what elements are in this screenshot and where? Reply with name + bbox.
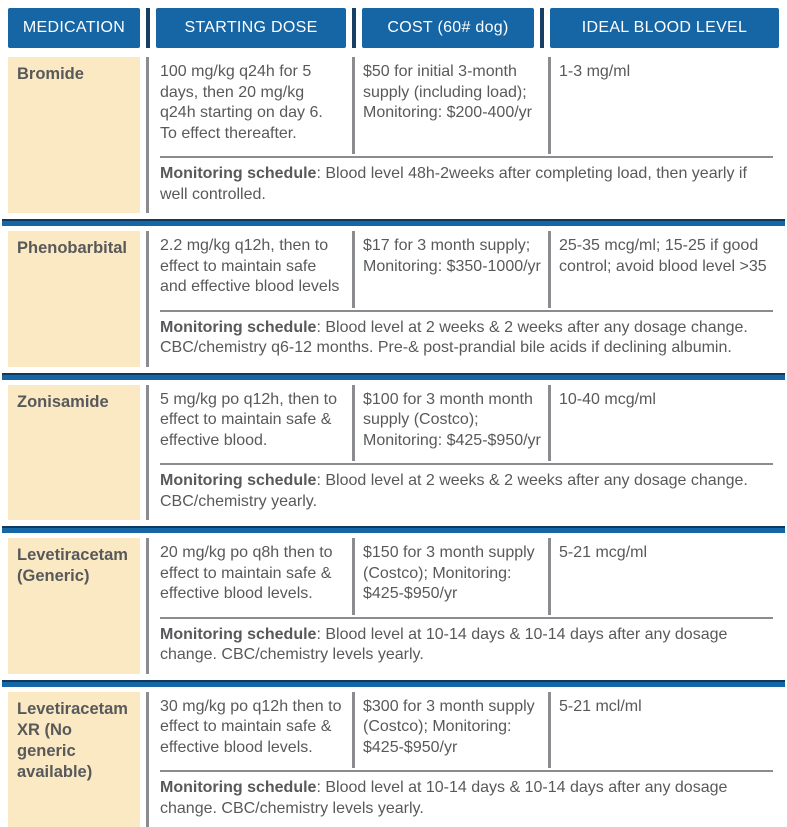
monitoring-schedule [149, 312, 787, 367]
ideal-blood-level-cell: 1-3 mg/ml [548, 57, 787, 154]
row-content [146, 538, 787, 674]
row-separator-bar [2, 680, 785, 687]
row-separator-bar [2, 219, 785, 226]
medication-cell: Levetiracetam (Generic) [8, 538, 140, 674]
medication-cell: Phenobarbital [8, 231, 140, 367]
medication-table [0, 8, 787, 827]
row-separator-bar [2, 373, 785, 380]
table-row [0, 680, 787, 827]
medication-cell: Bromide [8, 57, 140, 213]
header-divider [540, 8, 544, 48]
row-content [146, 57, 787, 213]
cost-cell: $50 for initial 3-month supply (including load); Monitoring: $200-400/yr [352, 57, 548, 154]
header-starting-dose: STARTING DOSE [156, 8, 346, 48]
row-separator-bar [2, 526, 785, 533]
starting-dose-cell: 20 mg/kg po q8h then to effect to maintain safe & effective blood levels. [149, 538, 352, 615]
table-row [0, 526, 787, 674]
monitoring-schedule-label: Monitoring schedule [160, 472, 316, 489]
starting-dose-cell: 30 mg/kg po q12h then to effect to maintain safe & effective blood levels. [149, 692, 352, 769]
starting-dose-cell: 2.2 mg/kg q12h, then to effect to maintain safe and effective blood levels [149, 231, 352, 308]
header-divider [352, 8, 356, 48]
monitoring-schedule-text: : Blood level at 10-14 days & 10-14 days after any dosage change. CBC/chemistry levels yearly. [160, 626, 727, 664]
medication-cell: Levetiracetam XR (No generic available) [8, 692, 140, 827]
row-content [146, 231, 787, 367]
cost-cell: $300 for 3 month supply (Costco); Monitoring: $425-$950/yr [352, 692, 548, 769]
header-medication: MEDICATION [8, 8, 140, 48]
monitoring-schedule-text: : Blood level at 2 weeks & 2 weeks after any dosage change. CBC/chemistry yearly. [160, 472, 748, 510]
table-body [0, 57, 787, 827]
monitoring-schedule [149, 772, 787, 827]
header-divider [146, 8, 150, 48]
monitoring-schedule [149, 158, 787, 213]
ideal-blood-level-cell: 10-40 mcg/ml [548, 385, 787, 462]
ideal-blood-level-cell: 25-35 mcg/ml; 15-25 if good control; avoid blood level >35 [548, 231, 787, 308]
starting-dose-cell: 100 mg/kg q24h for 5 days, then 20 mg/kg q24h starting on day 6. To effect thereafter. [149, 57, 352, 154]
monitoring-schedule [149, 619, 787, 674]
ideal-blood-level-cell: 5-21 mcg/ml [548, 538, 787, 615]
monitoring-schedule-label: Monitoring schedule [160, 779, 316, 796]
starting-dose-cell: 5 mg/kg po q12h, then to effect to maintain safe & effective blood. [149, 385, 352, 462]
header-ideal-blood-level: IDEAL BLOOD LEVEL [550, 8, 779, 48]
table-header-row [8, 8, 779, 48]
monitoring-schedule-text: : Blood level at 10-14 days & 10-14 days after any dosage change. CBC/chemistry levels yearly. [160, 779, 727, 817]
row-content [146, 385, 787, 521]
cost-cell: $100 for 3 month month supply (Costco); Monitoring: $425-$950/yr [352, 385, 548, 462]
medication-cell: Zonisamide [8, 385, 140, 521]
monitoring-schedule-label: Monitoring schedule [160, 626, 316, 643]
cost-cell: $150 for 3 month supply (Costco); Monitoring: $425-$950/yr [352, 538, 548, 615]
ideal-blood-level-cell: 5-21 mcl/ml [548, 692, 787, 769]
monitoring-schedule-text: : Blood level at 2 weeks & 2 weeks after any dosage change. CBC/chemistry q6-12 months. Pre-& post-prandial bile acids if declining albumin. [160, 319, 748, 357]
table-row [0, 373, 787, 521]
table-row [0, 219, 787, 367]
table-row [0, 57, 787, 213]
monitoring-schedule-text: : Blood level 48h-2weeks after completing load, then yearly if well controlled. [160, 165, 747, 203]
monitoring-schedule [149, 465, 787, 520]
header-cost: COST (60# dog) [362, 8, 534, 48]
monitoring-schedule-label: Monitoring schedule [160, 165, 316, 182]
monitoring-schedule-label: Monitoring schedule [160, 319, 316, 336]
cost-cell: $17 for 3 month supply; Monitoring: $350-1000/yr [352, 231, 548, 308]
